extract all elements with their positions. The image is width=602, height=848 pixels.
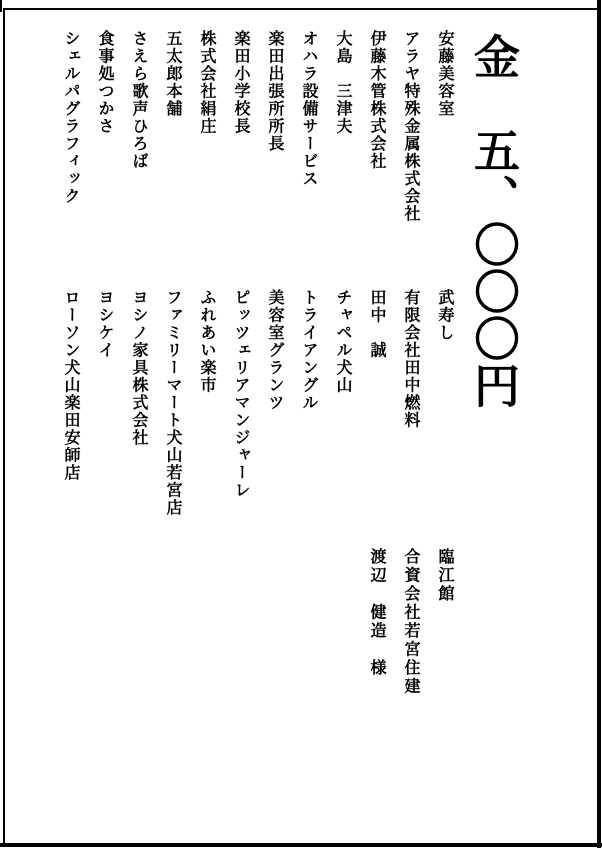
- donor-name-bottom: 美容室グランツ: [266, 289, 285, 412]
- donor-name-bottom: ふれあい楽市: [198, 289, 217, 394]
- donor-name-bottom: チャペル犬山: [334, 289, 353, 394]
- donor-name-top: 楽田出張所所長: [266, 30, 285, 153]
- donor-name-bottom: トライアングル: [300, 289, 319, 412]
- donor-name-top: 株式会社絹庄: [198, 30, 217, 135]
- donor-name-bottom: ヨシケイ: [96, 289, 115, 359]
- frame-top-rule: [3, 8, 598, 10]
- donor-name-top: シェルパグラフィック: [62, 30, 81, 205]
- donor-name-bottom: ローソン犬山楽田安師店: [62, 289, 81, 482]
- frame-bottom-rule: [0, 843, 602, 847]
- addressee-name: 渡辺 健造 様: [368, 548, 387, 678]
- donor-name-bottom: ファミリーマート犬山若宮店: [164, 289, 183, 517]
- frame-left-rule: [3, 8, 5, 845]
- frame-right-rule: [597, 0, 601, 848]
- donor-name-top: さえら歌声ひろば: [130, 30, 149, 170]
- donor-name-bottom: ピッツェリアマンジャーレ: [232, 289, 251, 499]
- corner-crop-mark: [0, 0, 2, 12]
- donor-name-top: 伊藤木管株式会社: [368, 30, 387, 170]
- donor-name-top: オハラ設備サービス: [300, 30, 319, 188]
- donor-name-top: 五太郎本舗: [164, 30, 183, 118]
- donor-name-bottom: ヨシノ家具株式会社: [130, 289, 149, 447]
- addressee-name: 合資会社若宮住建: [402, 548, 421, 696]
- donor-name-top: アラヤ特殊金属株式会社: [402, 30, 421, 223]
- donor-name-top: 楽田小学校長: [232, 30, 251, 135]
- donor-name-bottom: 有限会社田中燃料: [402, 289, 421, 429]
- donor-name-top: 安藤美容室: [436, 30, 455, 118]
- donor-name-top: 大島 三津夫: [334, 30, 353, 135]
- donor-name-bottom: 武寿し: [436, 289, 455, 342]
- addressee-name: 臨江館: [436, 548, 455, 604]
- donor-name-top: 食事処つかさ: [96, 30, 115, 135]
- donation-amount: 金 五、〇〇〇円: [467, 33, 521, 409]
- donor-name-bottom: 田中 誠: [368, 289, 387, 359]
